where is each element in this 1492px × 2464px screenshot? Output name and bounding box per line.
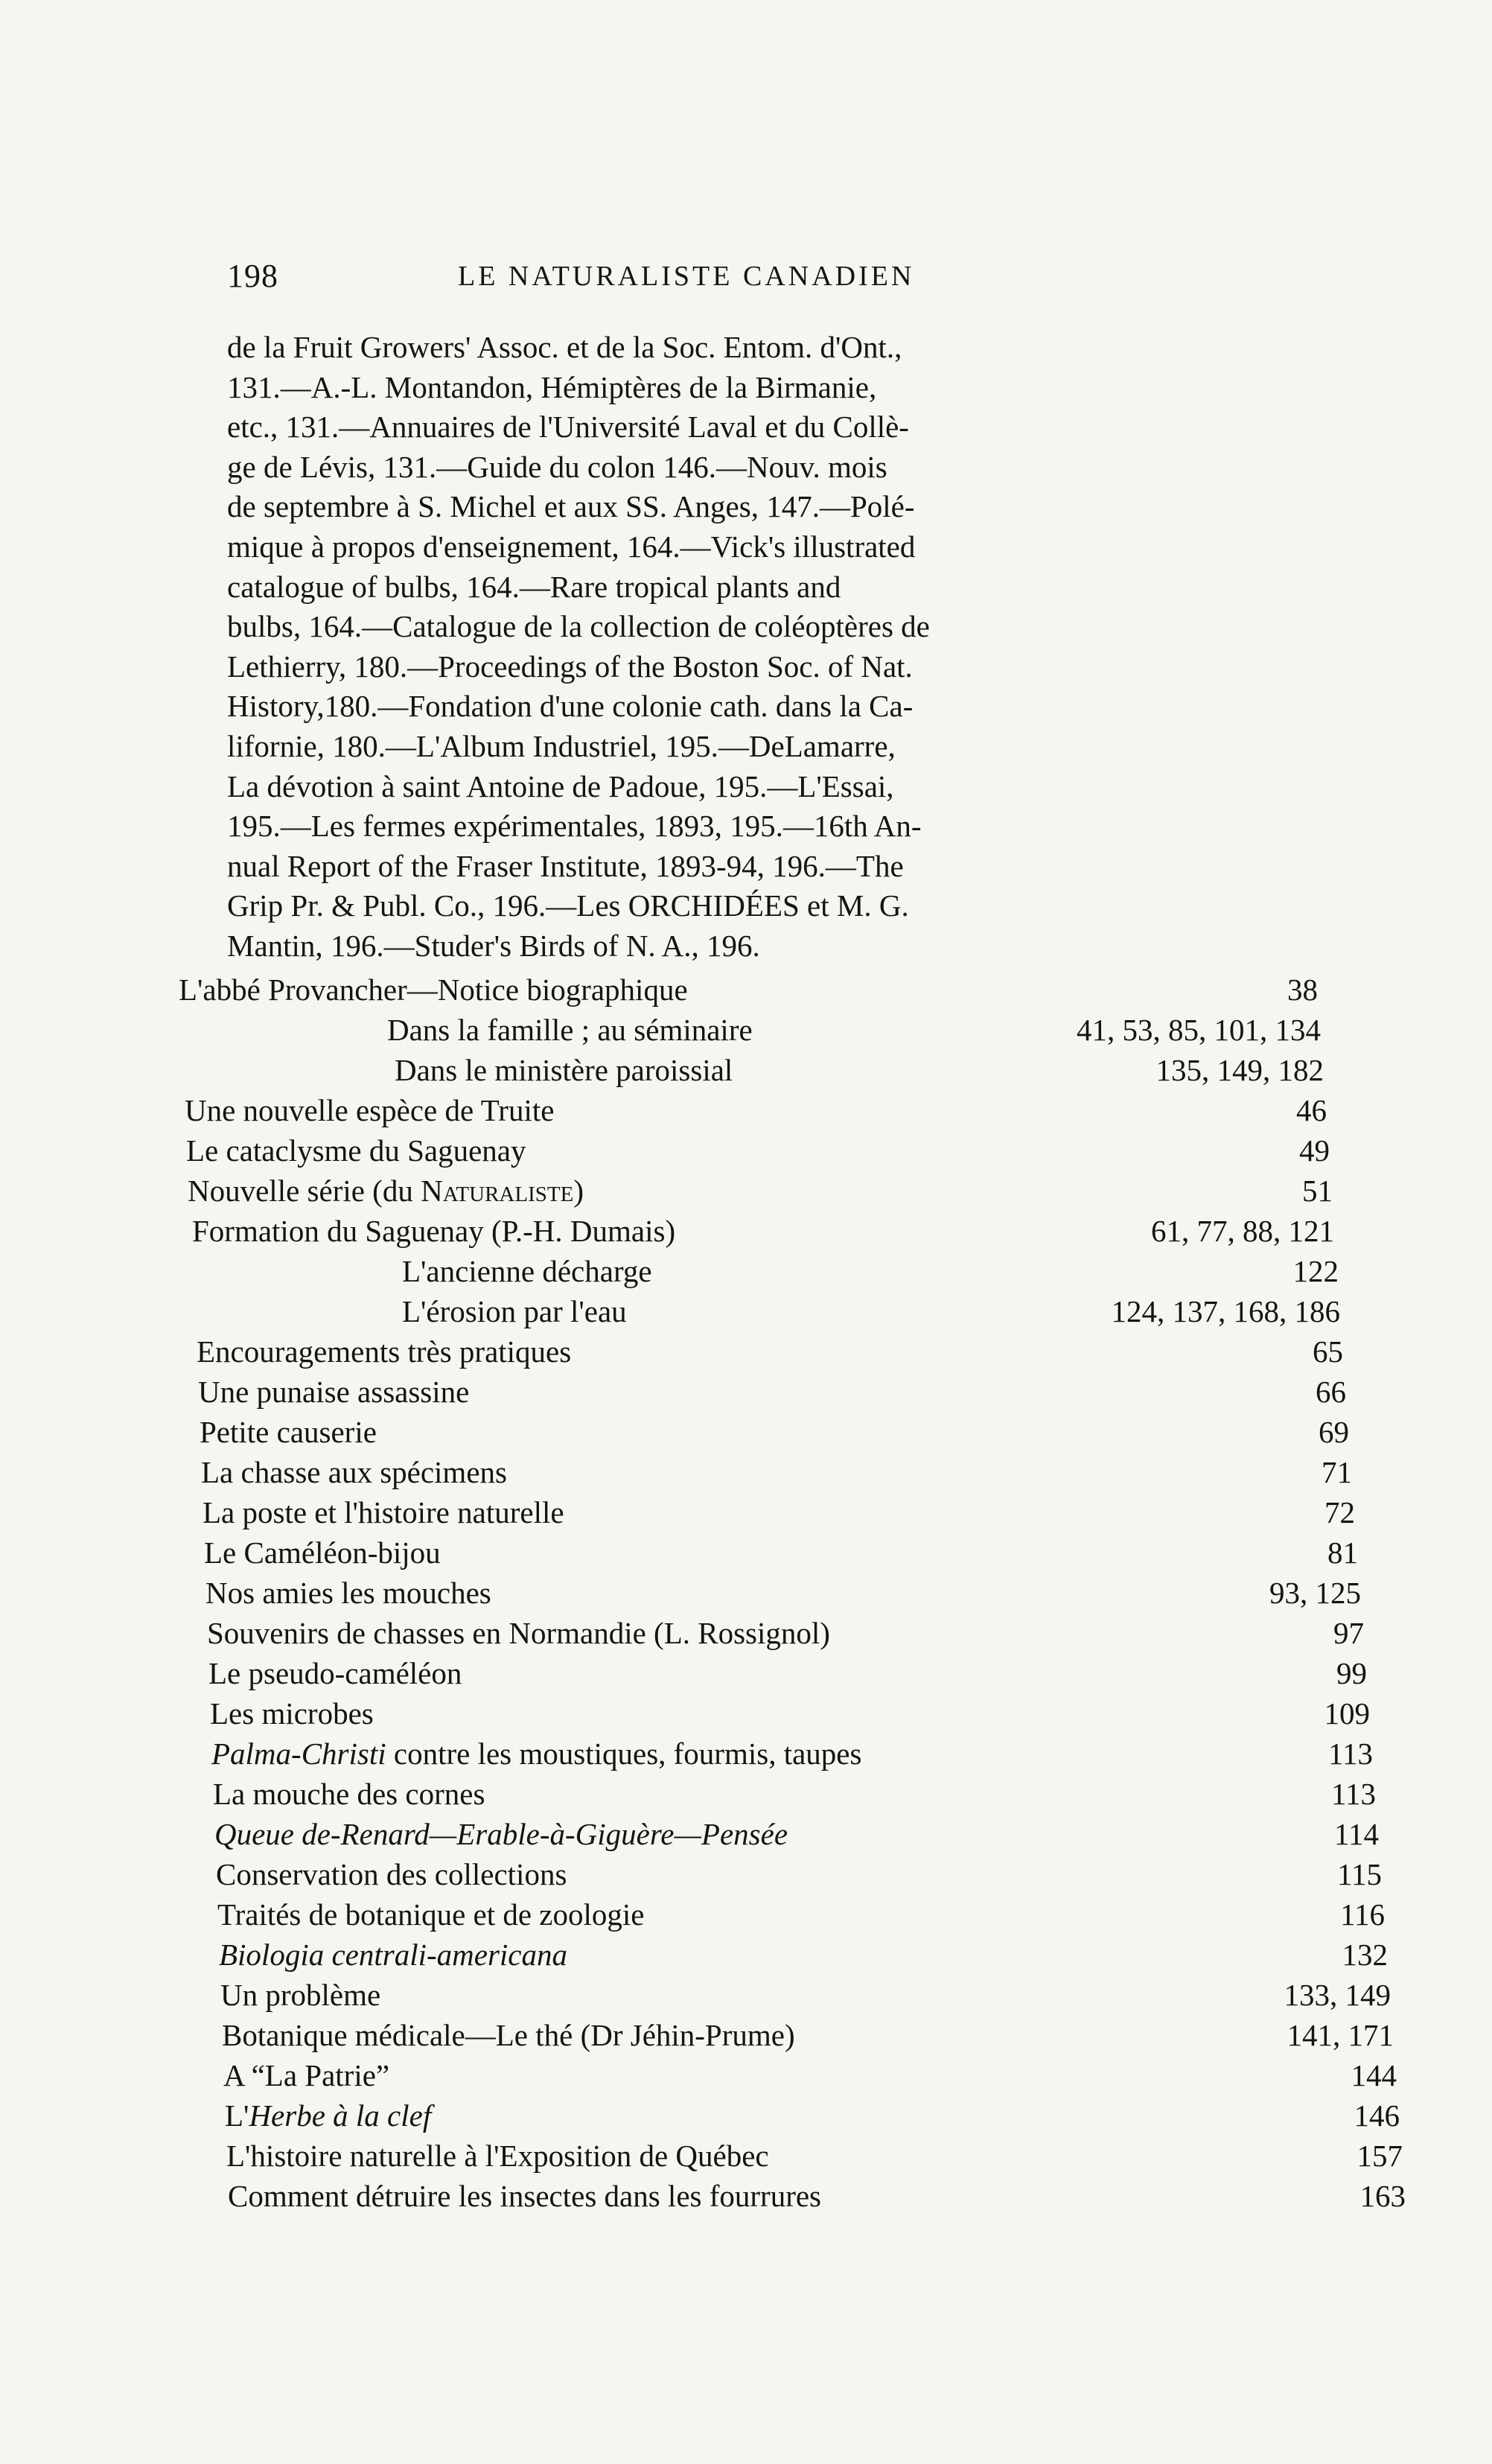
entry-pages: 81 (1327, 1535, 1358, 1570)
contents-entry (200, 1412, 1349, 1452)
dot-leader (588, 1171, 1298, 1211)
dot-leader (394, 2055, 1346, 2095)
dot-leader (737, 1050, 1151, 1090)
entry-title: Les microbes (210, 1696, 374, 1731)
page-number: 198 (227, 258, 278, 294)
paragraph-line: Lethierry, 180.—Proceedings of the Boston Soc. of Nat. (227, 649, 913, 684)
contents-entry (204, 1532, 1358, 1573)
paragraph-line: bulbs, 164.—Catalogue de la collection de coléoptères de (227, 609, 930, 644)
dot-leader (657, 1251, 1289, 1291)
contents-entry (203, 1492, 1355, 1532)
entry-title: Un problème (220, 1978, 381, 2012)
entry-pages: 116 (1340, 1897, 1385, 1932)
entry-title: Nos amies les mouches (205, 1576, 491, 1610)
dot-leader (835, 1613, 1329, 1653)
contents-entry (192, 1211, 1334, 1251)
contents-entry (198, 1372, 1346, 1412)
entry-pages: 135, 149, 182 (1155, 1053, 1324, 1087)
paragraph-line: ge de Lévis, 131.—Guide du colon 146.—Nouv. mois (227, 449, 887, 484)
dot-leader (648, 1894, 1336, 1935)
contents-entry (223, 2055, 1397, 2095)
entry-title: Palma-Christi contre les moustiques, fourmis, taupes (211, 1736, 862, 1771)
entry-pages: 66 (1316, 1375, 1346, 1409)
entry-title: Dans le ministère paroissial (395, 1053, 733, 1087)
paragraph-line: de la Fruit Growers' Assoc. et de la Soc. Entom. d'Ont., (227, 330, 902, 364)
dot-leader (576, 1331, 1308, 1372)
contents-entry (214, 1814, 1379, 1854)
entry-pages: 146 (1354, 2098, 1400, 2133)
entry-title: Le cataclysme du Saguenay (186, 1133, 526, 1168)
running-head (227, 257, 1396, 294)
contents-entry (188, 1171, 1333, 1211)
paragraph-line: catalogue of bulbs, 164.—Rare tropical plants and (227, 569, 841, 604)
entry-title: Une nouvelle espèce de Truite (185, 1093, 555, 1127)
contents-entry (208, 1653, 1367, 1693)
entry-pages: 144 (1351, 2058, 1397, 2092)
paragraph-line: 131.—A.-L. Montandon, Hémiptères de la Birmanie, (227, 369, 877, 404)
continued-paragraph (227, 328, 1195, 967)
entry-title: La mouche des cornes (213, 1777, 485, 1811)
running-title: LE NATURALISTE CANADIEN (458, 261, 915, 292)
dot-leader (792, 1814, 1330, 1854)
paragraph-line: History,180.—Fondation d'une colonie cath. dans la Ca- (227, 689, 914, 724)
entry-pages: 61, 77, 88, 121 (1151, 1214, 1334, 1248)
entry-title: Conservation des collections (216, 1857, 567, 1891)
entry-title: Biologia centrali-americana (219, 1938, 567, 1972)
entry-pages: 122 (1292, 1254, 1339, 1288)
entry-title: Formation du Saguenay (P.-H. Dumais) (192, 1214, 676, 1248)
dot-leader (466, 1653, 1332, 1693)
entry-title: Une punaise assassine (198, 1375, 470, 1409)
entry-title: A “La Patrie” (223, 2058, 390, 2092)
entry-pages: 124, 137, 168, 186 (1111, 1294, 1340, 1328)
dot-leader (558, 1090, 1292, 1130)
entry-pages: 49 (1299, 1133, 1330, 1168)
entry-pages: 157 (1356, 2139, 1403, 2173)
dot-leader (692, 970, 1283, 1010)
dot-leader (680, 1211, 1147, 1251)
paragraph-line: Mantin, 196.—Studer's Birds of N. A., 196. (227, 928, 760, 963)
dot-leader (757, 1010, 1072, 1050)
paragraph-line: La dévotion à saint Antoine de Padoue, 195.—L'Essai, (227, 768, 894, 803)
entry-title: L'érosion par l'eau (402, 1294, 627, 1328)
contents-entry (387, 1010, 1321, 1050)
dot-leader (572, 1935, 1338, 1975)
entry-pages: 113 (1331, 1777, 1376, 1811)
entry-pages: 69 (1319, 1415, 1349, 1449)
entry-pages: 115 (1337, 1857, 1382, 1891)
dot-leader (378, 1693, 1320, 1734)
entry-title: Encouragements très pratiques (197, 1334, 572, 1369)
dot-leader (496, 1573, 1265, 1613)
dot-leader (381, 1412, 1314, 1452)
dot-leader (800, 2015, 1283, 2055)
entry-pages: 113 (1328, 1736, 1373, 1771)
contents-entry (210, 1693, 1370, 1734)
entry-pages: 133, 149 (1284, 1978, 1391, 2012)
contents-entry (219, 1935, 1388, 1975)
paragraph-line: etc., 131.—Annuaires de l'Université Laval et du Collè- (227, 410, 909, 445)
dot-leader (474, 1372, 1311, 1412)
contents-entry (186, 1130, 1330, 1171)
dot-leader (866, 1734, 1324, 1774)
dot-leader (445, 1532, 1323, 1573)
entry-title: L'Herbe à la clef (225, 2098, 432, 2133)
contents-entry (211, 1734, 1373, 1774)
entry-title: Traités de botanique et de zoologie (217, 1897, 645, 1932)
entry-title: Nouvelle série (du Naturaliste) (188, 1174, 584, 1208)
entry-pages: 65 (1313, 1334, 1343, 1369)
entry-pages: 72 (1324, 1495, 1355, 1529)
contents-entry (213, 1774, 1376, 1814)
entry-pages: 38 (1287, 972, 1318, 1007)
entry-title: Souvenirs de chasses en Normandie (L. Rossignol) (207, 1616, 830, 1650)
entry-pages: 97 (1333, 1616, 1364, 1650)
entry-pages: 163 (1359, 2179, 1406, 2213)
dot-leader (571, 1854, 1333, 1894)
entry-pages: 51 (1302, 1174, 1333, 1208)
contents-entry (226, 2136, 1403, 2176)
entry-title: La poste et l'histoire naturelle (203, 1495, 564, 1529)
dot-leader (631, 1291, 1107, 1331)
entry-title: Queue de-Renard—Erable-à-Giguère—Pensée (214, 1817, 788, 1851)
dot-leader (531, 1130, 1295, 1171)
contents-entry (207, 1613, 1364, 1653)
contents-entry (228, 2176, 1406, 2216)
dot-leader (774, 2136, 1353, 2176)
dot-leader (826, 2176, 1356, 2216)
entry-title: L'ancienne décharge (402, 1254, 652, 1288)
contents-entry (205, 1573, 1361, 1613)
dot-leader (489, 1774, 1327, 1814)
entry-pages: 132 (1342, 1938, 1388, 1972)
contents-entry (225, 2095, 1400, 2136)
entry-pages: 141, 171 (1287, 2018, 1394, 2052)
contents-entry (201, 1452, 1352, 1492)
dot-leader (436, 2095, 1349, 2136)
contents-entry (395, 1050, 1324, 1090)
dot-leader (569, 1492, 1320, 1532)
entry-pages: 41, 53, 85, 101, 134 (1077, 1013, 1321, 1047)
contents-entry (402, 1291, 1340, 1331)
entry-title: La chasse aux spécimens (201, 1455, 507, 1489)
entry-title: L'histoire naturelle à l'Exposition de Québec (226, 2139, 769, 2173)
paragraph-line: Grip Pr. & Publ. Co., 196.—Les ORCHIDÉES et M. G. (227, 888, 909, 923)
contents-entry (402, 1251, 1339, 1291)
entry-title: Dans la famille ; au séminaire (387, 1013, 753, 1047)
entry-pages: 71 (1322, 1455, 1352, 1489)
paragraph-line: nual Report of the Fraser Institute, 1893-94, 196.—The (227, 848, 904, 883)
entry-pages: 46 (1296, 1093, 1327, 1127)
entry-pages: 93, 125 (1269, 1576, 1361, 1610)
paragraph-line: de septembre à S. Michel et aux SS. Anges, 147.—Polé- (227, 489, 915, 524)
contents-entry (217, 1894, 1385, 1935)
contents-entry (179, 970, 1318, 1010)
contents-entry (216, 1854, 1382, 1894)
entry-title: Le pseudo-caméléon (208, 1656, 462, 1690)
entry-pages: 109 (1324, 1696, 1370, 1731)
contents-entry (197, 1331, 1343, 1372)
entry-title: Le Caméléon-bijou (204, 1535, 441, 1570)
entry-title: Botanique médicale—Le thé (Dr Jéhin-Prume) (222, 2018, 795, 2052)
entry-pages: 99 (1336, 1656, 1367, 1690)
entry-title: Petite causerie (200, 1415, 377, 1449)
dot-leader (385, 1975, 1279, 2015)
entry-title: L'abbé Provancher—Notice biographique (179, 972, 688, 1007)
contents-entry (185, 1090, 1327, 1130)
paragraph-line: lifornie, 180.—L'Album Industriel, 195.—DeLamarre, (227, 728, 896, 763)
entry-title: Comment détruire les insectes dans les fourrures (228, 2179, 821, 2213)
entry-pages: 114 (1334, 1817, 1379, 1851)
paragraph-line: 195.—Les fermes expérimentales, 1893, 195.—16th An- (227, 809, 922, 844)
paragraph-line: mique à propos d'enseignement, 164.—Vick's illustrated (227, 529, 916, 564)
contents-entry (222, 2015, 1394, 2055)
dot-leader (511, 1452, 1317, 1492)
contents-entry (220, 1975, 1391, 2015)
